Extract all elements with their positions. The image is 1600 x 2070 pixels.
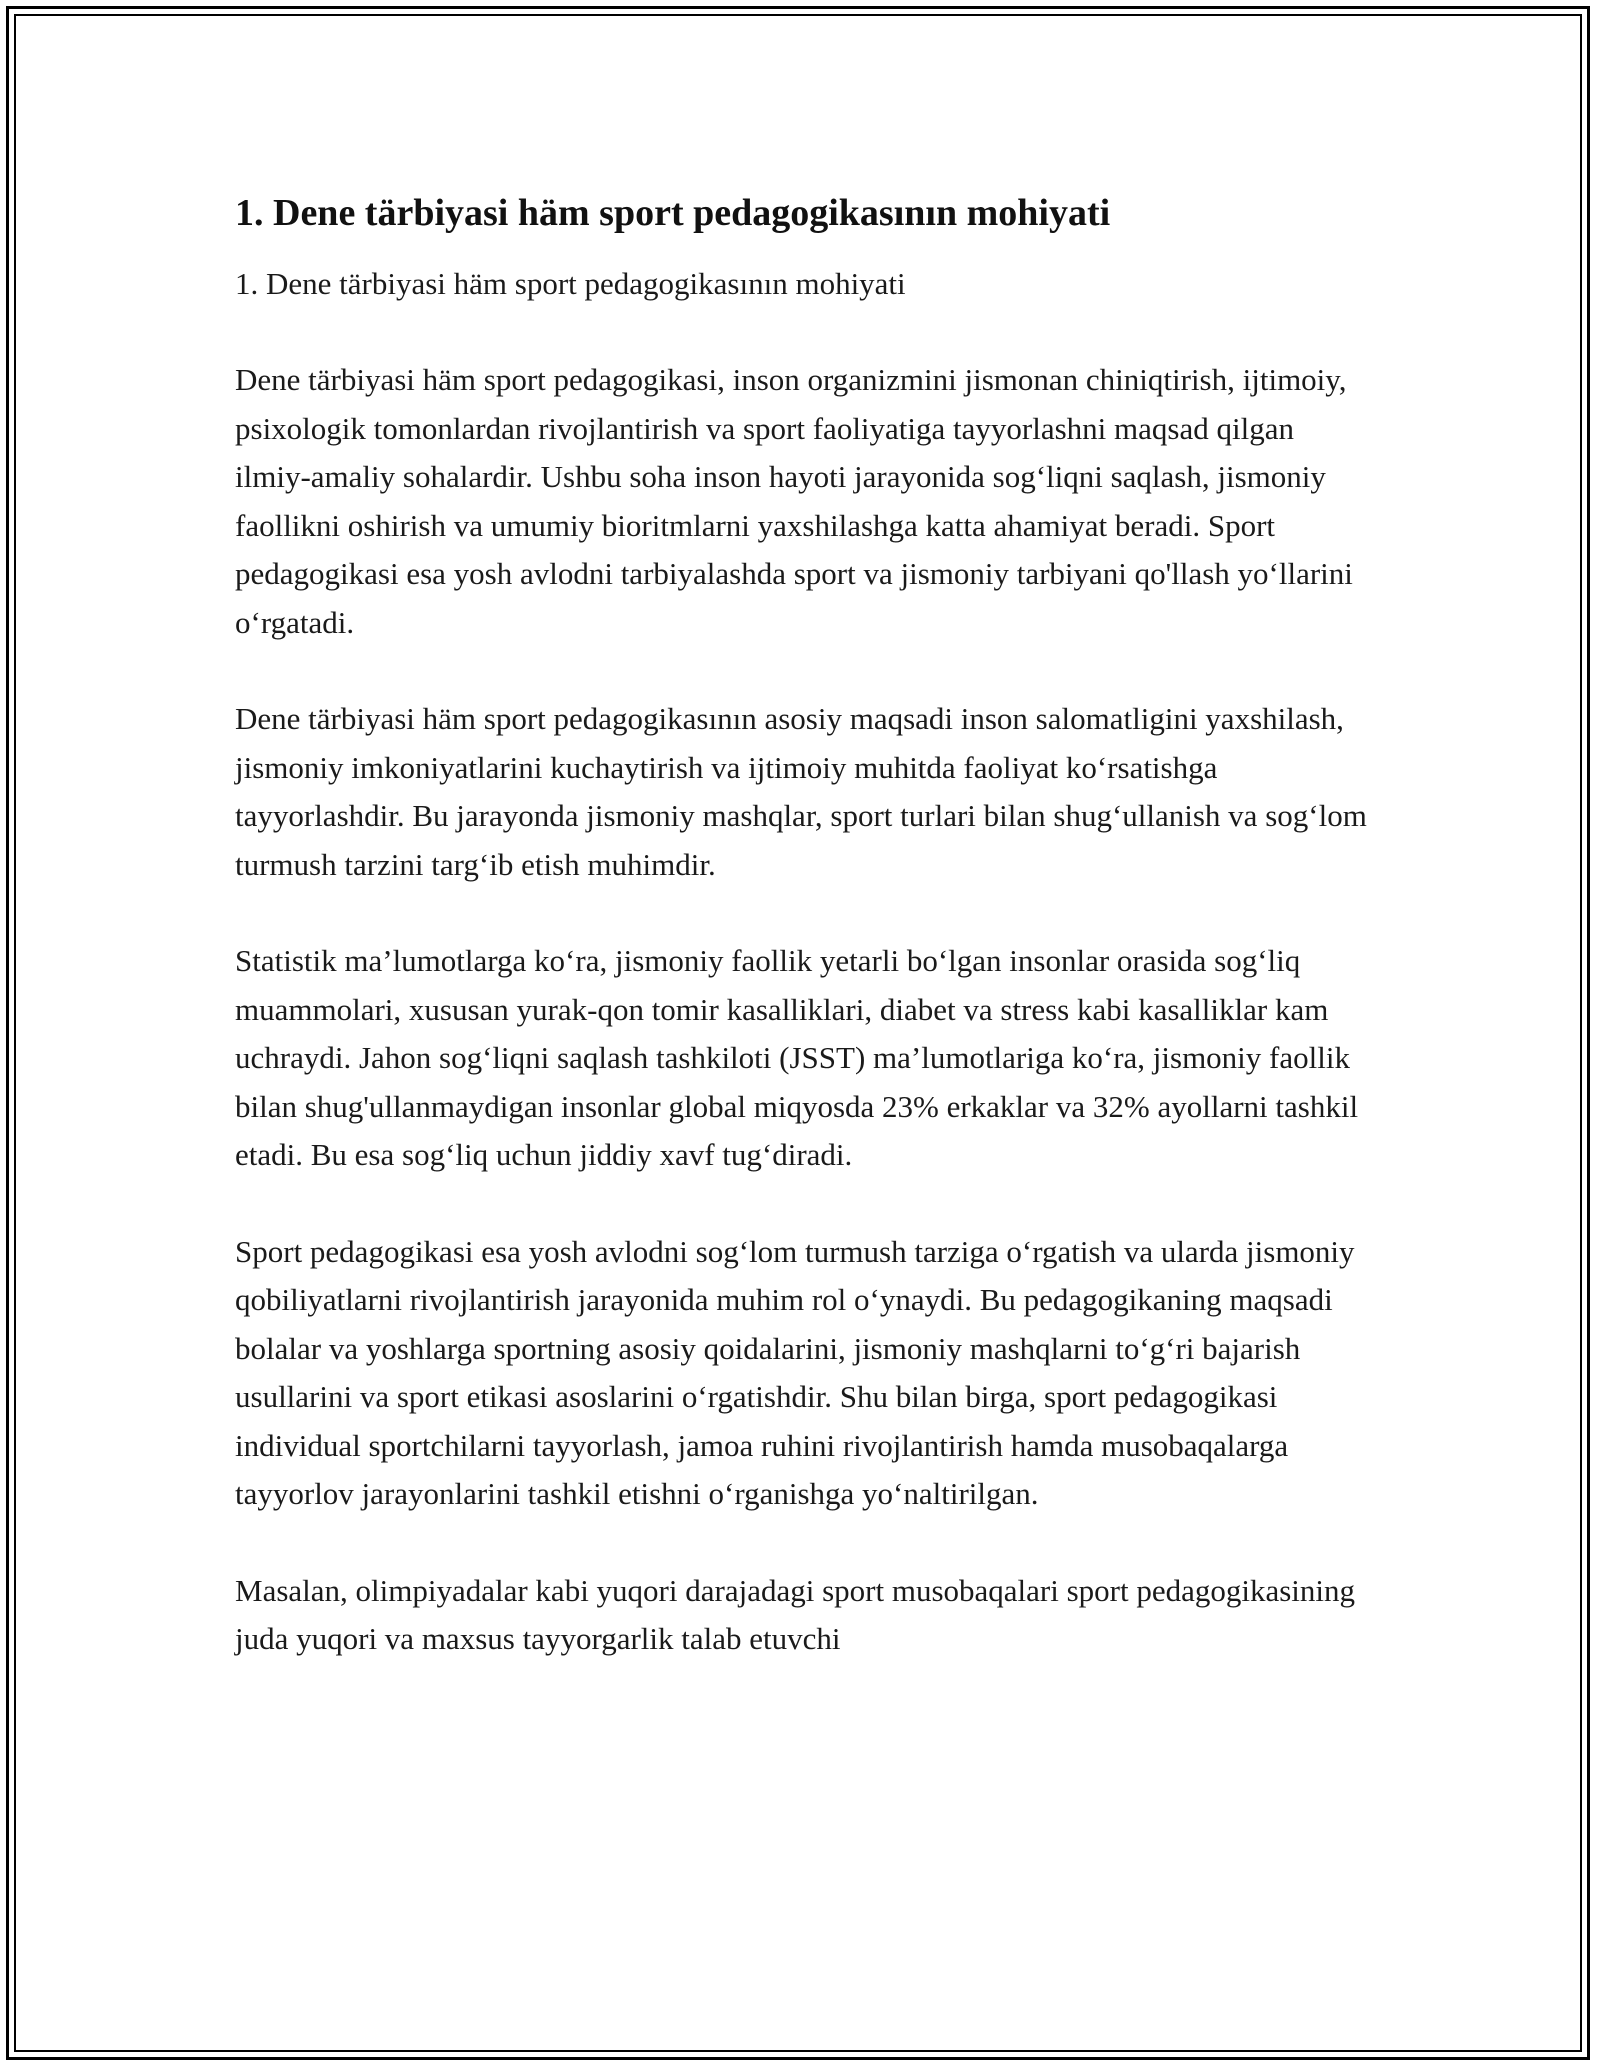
paragraph-4: Sport pedagogikasi esa yosh avlodni sog‘lom turmush tarziga o‘rgatish va ularda jismoniy qobiliyatlarni rivojlantirish jarayonida muhim rol o‘ynaydi. Bu pedagogikaning maqsadi bolalar va yoshlarga sportning asosiy qoidalarini, jismoniy mashqlarni to‘g‘ri bajarish usullarini va sport etikasi asoslarini o‘rgatishdir. Shu bilan birga, sport pedagogikasi individual sportchilarni tayyorlash, jamoa ruhini rivojlantirish hamda musobaqalarga tayyorlov jarayonlarini tashkil etishni o‘rganishga yo‘naltirilgan. [235, 1233, 1355, 1511]
document-subtitle: 1. Dene tärbiyasi häm sport pedagogikasının mohiyati [235, 266, 906, 301]
paragraph-1: Dene tärbiyasi häm sport pedagogikasi, inson organizmini jismonan chiniqtirish, ijtimoiy, psixologik tomonlardan rivojlantirish va sport faoliyatiga tayyorlashni maqsad qilgan ilmiy-amaliy sohalardir. Ushbu soha inson hayoti jarayonida sog‘liqni saqlash, jismoniy faollikni oshirish va umumiy bioritmlarni yaxshilashga katta ahamiyat beradi. Sport pedagogikasi esa yosh avlodni tarbiyalashda sport va jismoniy tarbiyani qo'llash yo‘llarini o‘rgatadi. [235, 362, 1353, 640]
document-title: 1. Dene tärbiyasi häm sport pedagogikasının mohiyati [235, 192, 1111, 234]
paragraph-2: Dene tärbiyasi häm sport pedagogikasının asosiy maqsadi inson salomatligini yaxshilash, jismoniy imkoniyatlarini kuchaytirish va ijtimoiy muhitda faoliyat ko‘rsatishga tayyorlashdir. Bu jarayonda jismoniy mashqlar, sport turlari bilan shug‘ullanish va sog‘lom turmush tarzini targ‘ib etish muhimdir. [235, 701, 1367, 882]
paragraph-3: Statistik ma’lumotlarga ko‘ra, jismoniy faollik yetarli bo‘lgan insonlar orasida sog‘liq muammolari, xususan yurak-qon tomir kasalliklari, diabet va stress kabi kasalliklar kam uchraydi. Jahon sog‘liqni saqlash tashkiloti (JSST) ma’lumotlariga ko‘ra, jismoniy faollik bilan shug'ullanmaydigan insonlar global miqyosda 23% erkaklar va 32% ayollarni tashkil etadi. Bu esa sog‘liq uchun jiddiy xavf tug‘diradi. [235, 943, 1359, 1172]
document-body [235, 188, 1370, 1712]
paragraph-5: Masalan, olimpiyadalar kabi yuqori darajadagi sport musobaqalari sport pedagogikasining juda yuqori va maxsus tayyorgarlik talab etuvchi [235, 1572, 1356, 1656]
